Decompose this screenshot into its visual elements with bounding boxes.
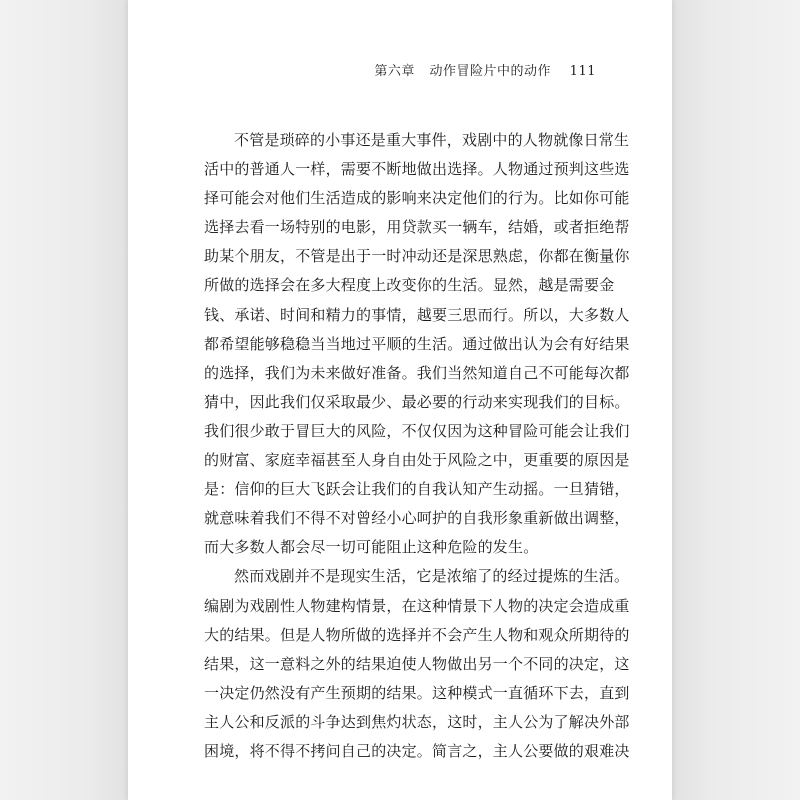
chapter-title: 动作冒险片中的动作 — [429, 64, 552, 79]
text-line: 是：信仰的巨大飞跃会让我们的自我认知产生动摇。一旦猜错， — [204, 480, 630, 499]
text-line: 的选择，我们为未来做好准备。我们当然知道自己不可能每次都 — [204, 363, 630, 382]
text-line: 编剧为戏剧性人物建构情景，在这种情景下人物的决定会造成重 — [204, 596, 630, 615]
text-line: 助某个朋友，不管是出于一时冲动还是深思熟虑，你都在衡量你 — [204, 247, 630, 266]
text-line: 结果，这一意料之外的结果迫使人物做出另一个不同的决定，这 — [204, 654, 630, 673]
left-background — [0, 0, 128, 800]
text-line: 一决定仍然没有产生预期的结果。这种模式一直循环下去，直到 — [204, 683, 630, 702]
text-line: 钱、承诺、时间和精力的事情，越要三思而行。所以，大多数人 — [204, 305, 630, 324]
right-background — [672, 0, 800, 800]
text-line: 不管是琐碎的小事还是重大事件，戏剧中的人物就像日常生 — [234, 131, 630, 149]
text-line: 而大多数人都会尽一切可能阻止这种危险的发生。 — [204, 538, 539, 557]
text-line: 我们很少敢于冒巨大的风险，不仅仅因为这种冒险可能会让我们 — [204, 421, 630, 440]
page-number: 111 — [569, 64, 596, 79]
text-line: 活中的普通人一样，需要不断地做出选择。人物通过预判这些选 — [204, 160, 630, 179]
running-head — [374, 60, 596, 79]
text-line: 然而戏剧并不是现实生活，它是浓缩了的经过提炼的生活。 — [234, 567, 630, 586]
text-line: 大的结果。但是人物所做的选择并不会产生人物和观众所期待的 — [204, 625, 630, 644]
text-line: 的财富、家庭幸福甚至人身自由处于风险之中，更重要的原因是 — [204, 451, 630, 470]
text-line: 所做的选择会在多大程度上改变你的生活。显然，越是需要金 — [204, 276, 615, 295]
text-line: 择可能会对他们生活造成的影响来决定他们的行为。比如你可能 — [204, 189, 630, 208]
text-line: 猜中，因此我们仅采取最少、最必要的行动来实现我们的目标。 — [204, 392, 630, 411]
text-line: 困境，将不得不拷问自己的决定。简言之，主人公要做的艰难决 — [204, 741, 630, 760]
book-page — [128, 0, 672, 800]
body-text — [204, 126, 630, 766]
text-line: 都希望能够稳稳当当地过平顺的生活。通过做出认为会有好结果 — [204, 334, 630, 353]
text-line: 选择去看一场特别的电影，用贷款买一辆车，结婚，或者拒绝帮 — [204, 218, 630, 237]
text-line: 主人公和反派的斗争达到焦灼状态，这时，主人公为了解决外部 — [204, 712, 630, 731]
text-line: 就意味着我们不得不对曾经小心呵护的自我形象重新做出调整， — [204, 509, 630, 528]
chapter-label: 第六章 — [374, 64, 415, 79]
